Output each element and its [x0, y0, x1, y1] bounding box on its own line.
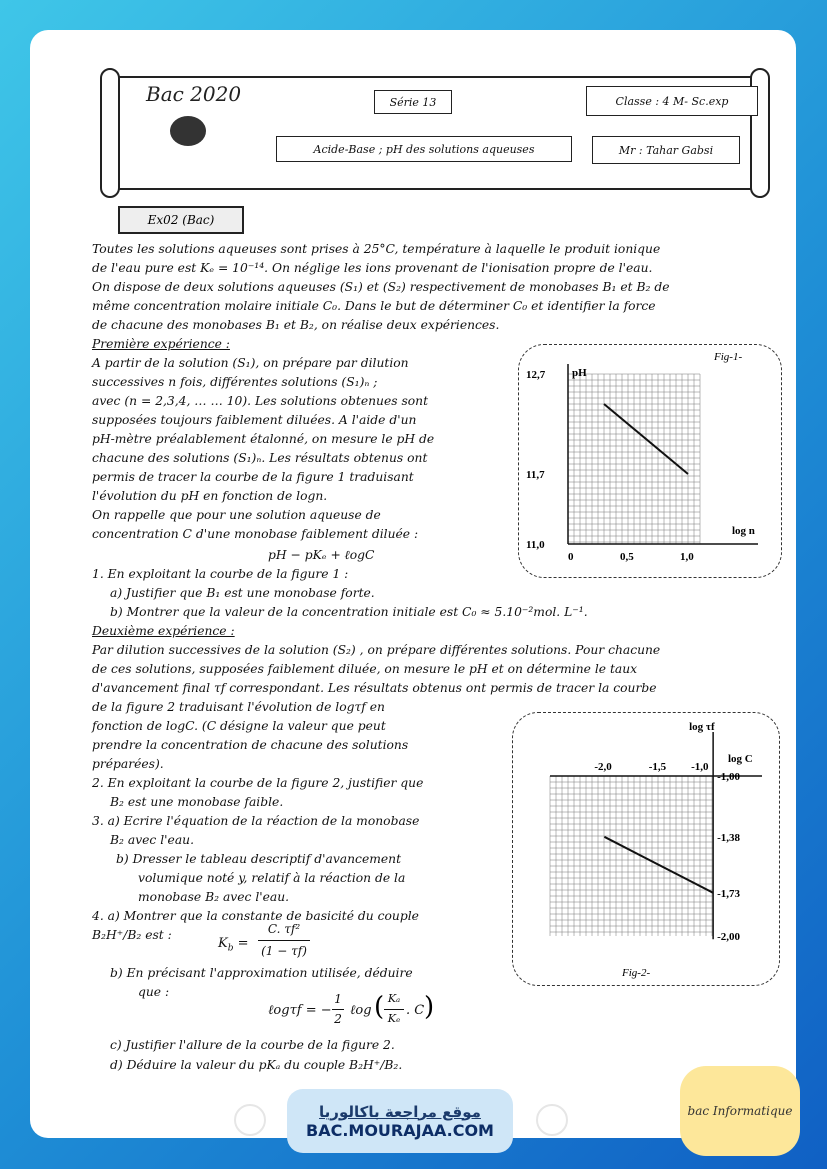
exp2-line: d'avancement final τf correspondant. Les résultats obtenus ont permis de tracer la courbe [92, 681, 657, 695]
x-tick-label: -1,5 [648, 761, 667, 773]
exp1-title: Première expérience : [92, 337, 230, 351]
kb-symbol: $K_b$ = [218, 936, 249, 954]
classe-box: Classe : 4 M- Sc.exp [586, 86, 758, 116]
bac-informatique-badge: bac Informatique [680, 1066, 800, 1156]
theme-box: Acide-Base ; pH des solutions aqueuses [276, 136, 572, 162]
kb-fraction-bar [258, 940, 310, 941]
intro-line: même concentration molaire initiale C₀. Dans le but de déterminer C₀ et identifier la force [92, 299, 656, 313]
y-tick-label: 11,7 [526, 469, 545, 481]
x-tick-label: -1,0 [691, 761, 709, 773]
ka-over-ke-den: Kₑ [387, 1012, 401, 1025]
footer-arabic-title: موقع مراجعة باكالوريا [319, 1102, 481, 1121]
exp1-line: chacune des solutions (S₁)ₙ. Les résultats obtenus ont [92, 451, 428, 465]
ka-over-ke-num: Kₐ [387, 992, 401, 1005]
exp2-line: fonction de logC. (C désigne la valeur que peut [92, 719, 386, 733]
log-half-num: 1 [334, 992, 342, 1006]
question-4a: 4. a) Montrer que la constante de basicité du couple [92, 909, 419, 923]
exp1-line: A partir de la solution (S₁), on prépare par dilution [92, 356, 409, 370]
question-1b: b) Montrer que la valeur de la concentration initiale est C₀ ≈ 5.10⁻²mol. L⁻¹. [110, 605, 588, 619]
exp1-line: permis de tracer la courbe de la figure 1 traduisant [92, 470, 414, 484]
intro-line: de chacune des monobases B₁ et B₂, on réalise deux expériences. [92, 318, 500, 332]
exp1-line: avec (n = 2,3,4, … … 10). Les solutions obtenues sont [92, 394, 429, 408]
exp2-line: de ces solutions, supposées faiblement diluée, on mesure le pH et on détermine le taux [92, 662, 638, 676]
log-formula-lhs: ℓogτf = − [268, 1003, 332, 1018]
intro-line: On dispose de deux solutions aqueuses (S₁) et (S₂) respectivement de monobases B₁ et B₂ de [92, 280, 670, 294]
log-formula-tail: . C [406, 1003, 425, 1018]
x-tick-label: 1,0 [680, 551, 694, 563]
exp1-line: successives n fois, différentes solutions (S₁)ₙ ; [92, 375, 378, 389]
kb-denominator: (1 − τf) [261, 944, 307, 958]
figure-1-caption: Fig-1- [714, 351, 743, 363]
y-tick-label: 11,0 [526, 539, 545, 551]
log-formula-log: ℓog [350, 1003, 372, 1018]
footer-right-dot-icon [536, 1104, 568, 1136]
question-4b: b) En précisant l'approximation utilisée, déduire [110, 966, 413, 980]
x-tick-label: 0,5 [620, 551, 634, 563]
y-tick-label: -2,00 [717, 931, 741, 943]
kb-numerator: C. τf² [267, 922, 301, 936]
exp1-line: supposées toujours faiblement diluées. A l'aide d'un [92, 413, 417, 427]
footer-url-link[interactable]: BAC.MOURAJAA.COM [306, 1120, 494, 1140]
figure-2-chart [512, 712, 778, 984]
footer-banner[interactable] [287, 1089, 513, 1153]
banner-roll-left [100, 68, 120, 198]
prof-box: Mr : Tahar Gabsi [592, 136, 740, 164]
y-axis-label: log τf [689, 721, 715, 733]
question-3a: 3. a) Ecrire l'équation de la réaction de la monobase [92, 814, 420, 828]
question-1: 1. En exploitant la courbe de la figure 1 : [92, 567, 349, 581]
x-axis-label: log n [732, 525, 755, 537]
exp2-title: Deuxième expérience : [92, 624, 235, 638]
question-1a: a) Justifier que B₁ est une monobase forte. [110, 586, 375, 600]
exp2-line: prendre la concentration de chacune des solutions [92, 738, 409, 752]
y-tick-label: -1,73 [717, 887, 741, 900]
log-half-den: 2 [334, 1012, 342, 1026]
question-3b: monobase B₂ avec l'eau. [138, 890, 290, 904]
data-line [604, 837, 713, 893]
question-2: B₂ est une monobase faible. [110, 795, 284, 809]
question-4a: B₂H⁺/B₂ est : [92, 928, 172, 942]
x-tick-label: -2,0 [594, 761, 612, 773]
y-tick-label: -1,38 [717, 831, 741, 844]
exp2-line: préparées). [92, 757, 164, 771]
y-tick-label: -1,00 [717, 771, 741, 783]
y-tick-label: 12,7 [526, 369, 546, 381]
figure-2-caption: Fig-2- [622, 967, 651, 979]
exp2-line: de la figure 2 traduisant l'évolution de logτf en [92, 700, 385, 714]
question-3b: b) Dresser le tableau descriptif d'avancement [116, 852, 402, 866]
x-axis-label: log C [728, 753, 753, 765]
intro-line: Toutes les solutions aqueuses sont prises à 25°C, température à laquelle le produit ionique [92, 242, 661, 256]
x-tick-label: 0 [568, 551, 574, 563]
intro-line: de l'eau pure est Kₑ = 10⁻¹⁴. On néglige les ions provenant de l'ionisation propre de l'eau. [92, 261, 653, 275]
exp1-formula: pH − pKₑ + ℓogC [268, 548, 375, 562]
question-4c: c) Justifier l'allure de la courbe de la figure 2. [110, 1038, 395, 1052]
paren-close: ) [424, 992, 435, 1022]
question-4d: d) Déduire la valeur du pKₐ du couple B₂H⁺/B₂. [110, 1058, 403, 1072]
logo-text: Bac 2020 [146, 82, 242, 106]
figure-1-chart [518, 344, 780, 576]
exp1-line: On rappelle que pour une solution aqueuse de [92, 508, 381, 522]
question-2: 2. En exploitant la courbe de la figure 2, justifier que [92, 776, 424, 790]
question-3b: volumique noté y, relatif à la réaction de la [138, 871, 406, 885]
logo-emblem-icon [170, 116, 206, 146]
exercise-title: Ex02 (Bac) [118, 206, 244, 234]
y-axis-label: pH [572, 367, 587, 379]
exp1-line: l'évolution du pH en fonction de logn. [92, 489, 328, 503]
question-3a: B₂ avec l'eau. [110, 833, 194, 847]
serie-box: Série 13 [374, 90, 452, 114]
footer-left-dot-icon [234, 1104, 266, 1136]
question-4b: que : [138, 985, 170, 999]
exp1-line: concentration C d'une monobase faiblement diluée : [92, 527, 419, 541]
exp2-line: Par dilution successives de la solution (S₂) , on prépare différentes solutions. Pour chacune [92, 643, 661, 657]
paren-open: ( [374, 992, 385, 1022]
exp1-line: pH-mètre préalablement étalonné, on mesure le pH de [92, 432, 435, 446]
